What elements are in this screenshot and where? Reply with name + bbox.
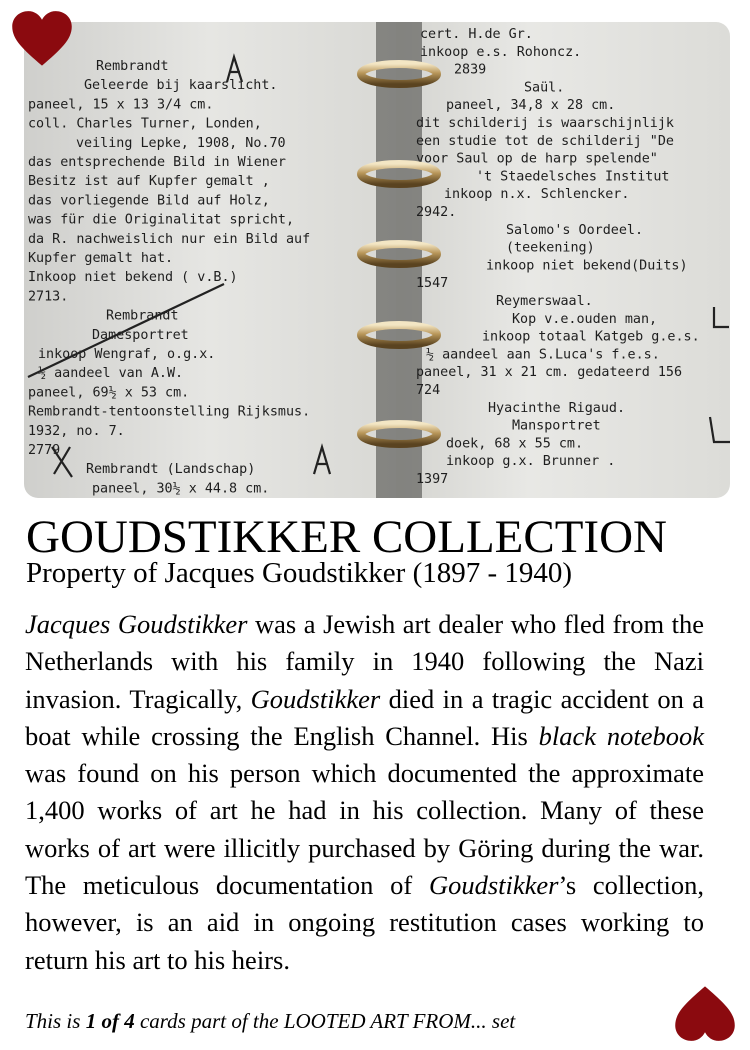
notebook-photo — [24, 22, 730, 498]
notebook-line: cert. H.de Gr. — [420, 27, 533, 42]
card-count: 1 of 4 — [85, 1009, 135, 1033]
notebook-line: Rembrandt — [96, 59, 169, 74]
notebook-line: 1932, no. 7. — [28, 423, 125, 439]
notebook-line: 2779 — [28, 443, 61, 458]
notebook-line: (teekening) — [506, 240, 595, 256]
notebook-line: Mansportret — [512, 418, 601, 434]
notebook-line: 2713. — [28, 289, 69, 305]
notebook-line: Inkoop niet bekend ( v.B.) — [28, 270, 238, 286]
description-segment: died in a tragic accident on a boat while crossing the English Channel. His — [25, 683, 704, 751]
notebook-line: inkoop e.s. Rohoncz. — [420, 44, 582, 60]
notebook-line: paneel, 15 x 13 3/4 cm. — [28, 97, 214, 113]
notebook-line: inkoop n.x. Schlencker. — [444, 187, 630, 203]
notebook-line: doek, 68 x 55 cm. — [446, 436, 584, 452]
description-segment: was a Jewish art dealer who fled from the Netherlands with his family in 1940 following the Nazi invasion. Tragically, — [25, 609, 704, 714]
notebook-line: Kop v.e.ouden man, — [512, 311, 658, 327]
description-segment: Goudstikker — [428, 870, 559, 901]
notebook-line: Salomo's Oordeel. — [506, 222, 644, 238]
notebook-line: Reymerswaal. — [496, 294, 593, 309]
notebook-line: Rembrandt-tentoonstelling Rijksmus. — [28, 404, 311, 420]
notebook-line: paneel, 31 x 21 cm. gedateerd 156 — [416, 365, 683, 381]
notebook-line: ½ aandeel aan S.Luca's f.e.s. — [426, 347, 660, 363]
notebook-line: veiling Lepke, 1908, No.70 — [76, 135, 286, 151]
notebook-line: Saül. — [524, 80, 565, 96]
description-segment: Goudstikker — [250, 683, 381, 714]
notebook-line: voor Saul op de harp spelende" — [416, 151, 658, 167]
notebook-line: inkoop totaal Katgeb g.e.s. — [482, 329, 700, 345]
notebook-line: inkoop g.x. Brunner . — [446, 454, 616, 470]
heart-icon — [11, 9, 73, 69]
notebook-line: Kupfer gemalt hat. — [28, 251, 174, 266]
card-title: GOUDSTIKKER COLLECTION — [26, 511, 667, 563]
notebook-line: Besitz ist auf Kupfer gemalt , — [28, 174, 270, 190]
notebook-line: ½ aandeel van A.W. — [38, 366, 184, 382]
notebook-line: 724 — [416, 383, 441, 398]
description-segment: black notebook — [538, 720, 704, 751]
notebook-line: dit schilderij is waarschijnlijk — [416, 116, 674, 131]
notebook-line: das vorliegende Bild auf Holz, — [28, 193, 270, 209]
heart-icon — [674, 984, 736, 1042]
notebook-line: 1397 — [416, 472, 449, 487]
set-footer — [25, 1009, 665, 1034]
notebook-line: Rembrandt (Landschap) — [86, 462, 256, 478]
notebook-line: inkoop niet bekend(Duits) — [486, 258, 688, 274]
notebook-line: 2942. — [416, 205, 457, 220]
notebook-line: een studie tot de schilderij "De — [416, 133, 674, 149]
notebook-line: paneel, 34,8 x 28 cm. — [446, 98, 616, 114]
notebook-line: was für die Originalitat spricht, — [28, 212, 295, 228]
notebook-line: 2839 — [454, 62, 487, 78]
card-description — [25, 606, 704, 979]
notebook-line: 1547 — [416, 276, 449, 292]
description-segment: was found on his person which documented the approximate 1,400 works of art he had in his collection. Many of these works of art were illicitly purchased by Göring during the war. The meticulous documentation of — [25, 758, 704, 901]
notebook-line: paneel, 69½ x 53 cm. — [28, 385, 190, 401]
notebook-line: das entsprechende Bild in Wiener — [28, 155, 286, 170]
footer-suffix: cards part of the LOOTED ART FROM... set — [134, 1009, 516, 1033]
notebook-line: paneel, 30½ x 44.8 cm. — [92, 481, 270, 497]
description-segment: ’s collection, however, is an aid in ongoing restitution cases working to return his art to his heirs. — [25, 870, 704, 975]
description-segment: Jacques Goudstikker — [25, 609, 248, 639]
notebook-line: inkoop Wengraf, o.g.x. — [38, 347, 216, 362]
notebook-line: Rembrandt — [106, 308, 179, 324]
notebook-line: coll. Charles Turner, Londen, — [28, 116, 262, 132]
notebook-line: Geleerde bij kaarslicht. — [84, 78, 278, 94]
notebook-line: Hyacinthe Rigaud. — [488, 400, 626, 416]
notebook-line: 't Staedelsches Institut — [476, 169, 670, 185]
footer-prefix: This is — [25, 1009, 86, 1033]
card-subtitle: Property of Jacques Goudstikker (1897 - 1940) — [26, 557, 573, 589]
notebook-line: Damesportret — [92, 327, 189, 343]
notebook-line: da R. nachweislich nur ein Bild auf — [28, 231, 311, 247]
